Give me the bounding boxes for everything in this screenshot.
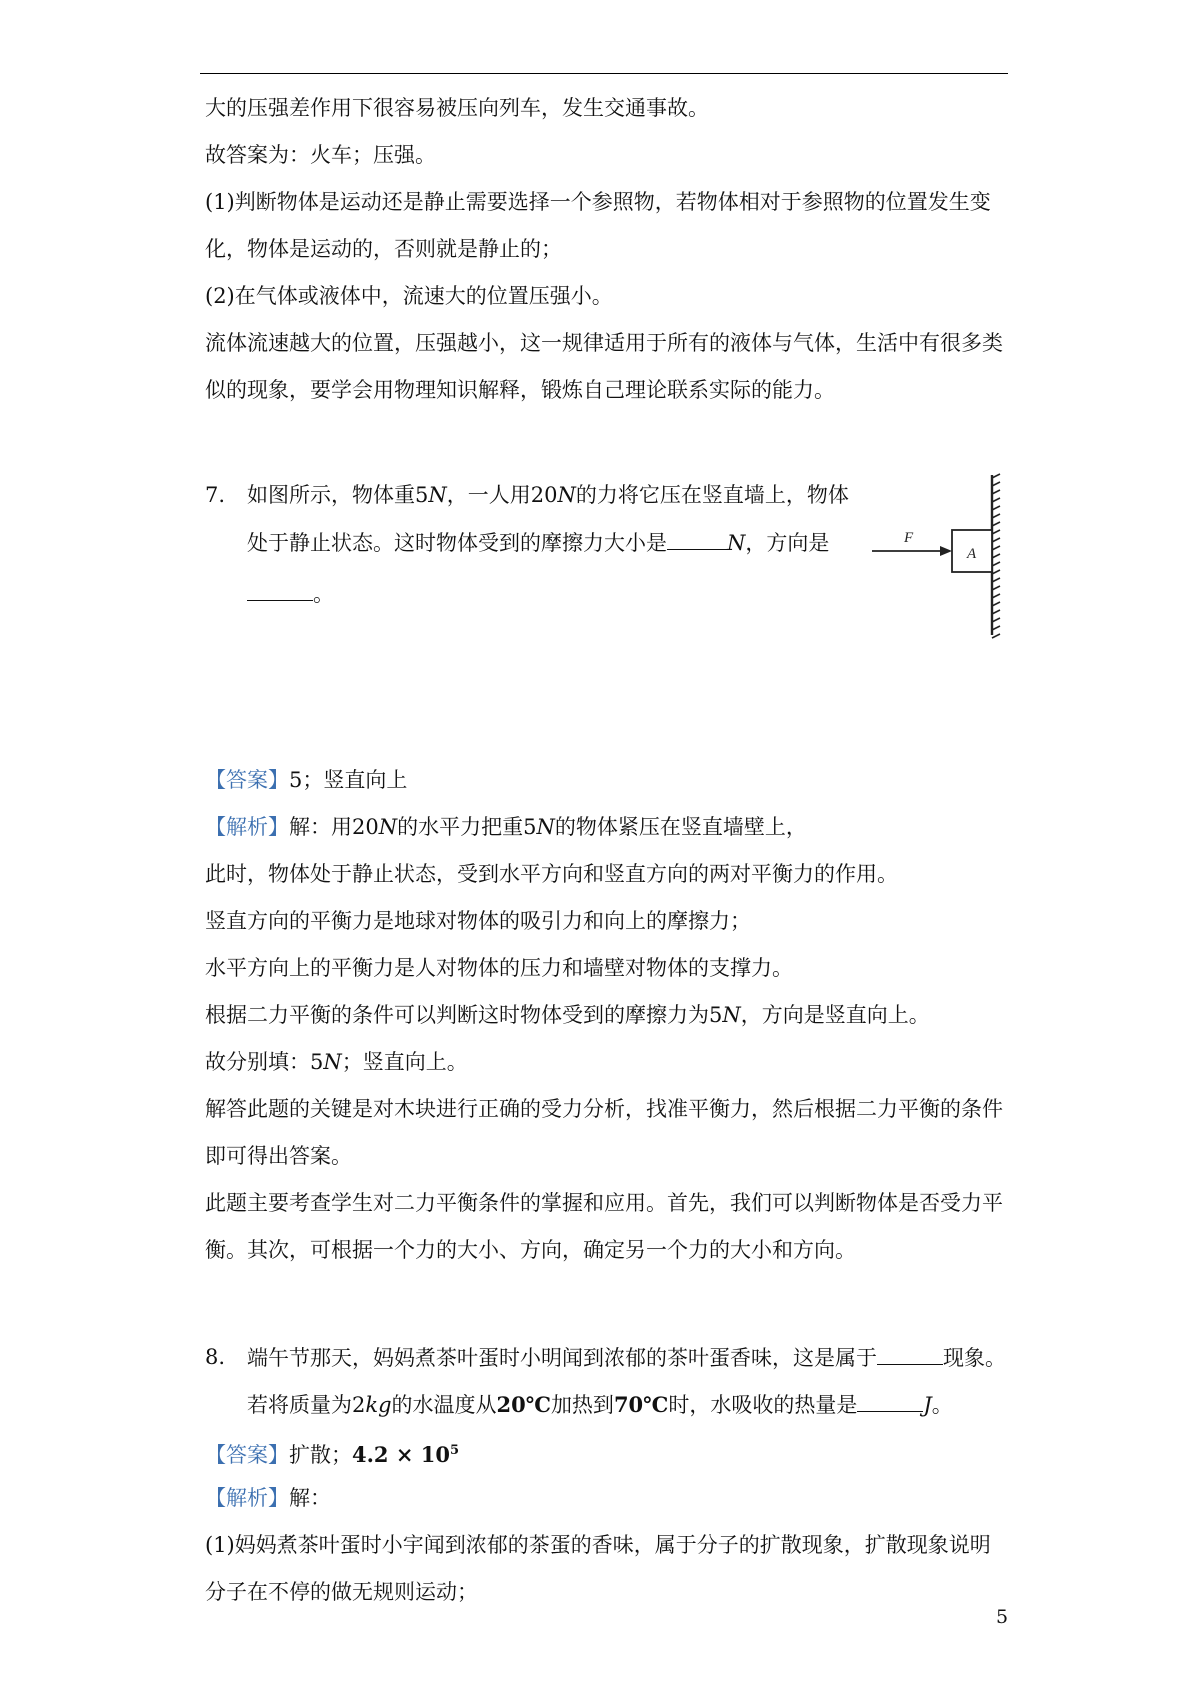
q7-analysis-line-5: 根据二力平衡的条件可以判断这时物体受到的摩擦力为5N，方向是竖直向上。 bbox=[205, 1003, 930, 1027]
answer-blank bbox=[247, 578, 313, 601]
prev-line-1: 大的压强差作用下很容易被压向列车，发生交通事故。 bbox=[205, 96, 709, 120]
analysis-tag: 【解析】 bbox=[205, 1486, 289, 1510]
answer-tag: 【答案】 bbox=[205, 768, 289, 792]
answer-blank bbox=[877, 1342, 943, 1365]
question-7-line-2: 处于静止状态。这时物体受到的摩擦力大小是 N，方向是 bbox=[247, 527, 829, 558]
q7-analysis-line-8: 即可得出答案。 bbox=[205, 1144, 352, 1168]
answer-tag: 【答案】 bbox=[205, 1443, 289, 1467]
answer-blank bbox=[667, 527, 727, 550]
prev-line-7: 似的现象，要学会用物理知识解释，锻炼自己理论联系实际的能力。 bbox=[205, 378, 835, 402]
question-8-line-2: 若将质量为2kg的水温度从20℃加热到70℃时，水吸收的热量是 J。 bbox=[247, 1389, 953, 1420]
wall bbox=[992, 474, 1000, 638]
header-rule bbox=[200, 73, 1008, 74]
q7-analysis-line-10: 衡。其次，可根据一个力的大小、方向，确定另一个力的大小和方向。 bbox=[205, 1238, 856, 1262]
prev-line-3: (1)判断物体是运动还是静止需要选择一个参照物，若物体相对于参照物的位置发生变 bbox=[205, 190, 991, 214]
q7-analysis-line-4: 水平方向上的平衡力是人对物体的压力和墙壁对物体的支撑力。 bbox=[205, 956, 793, 980]
block-label: A bbox=[967, 546, 977, 562]
analysis-tag: 【解析】 bbox=[205, 815, 289, 839]
q7-answer: 【答案】5；竖直向上 bbox=[205, 768, 408, 792]
q8-analysis-line-1: (1)妈妈煮茶叶蛋时小宇闻到浓郁的茶蛋的香味，属于分子的扩散现象，扩散现象说明 bbox=[205, 1533, 991, 1557]
page-number: 5 bbox=[996, 1606, 1009, 1628]
question-7-line-1: 如图所示，物体重5N，一人用20N的力将它压在竖直墙上，物体 bbox=[247, 483, 849, 507]
q8-analysis-line-2: 分子在不停的做无规则运动； bbox=[205, 1580, 478, 1604]
force-arrow bbox=[872, 546, 952, 556]
q7-analysis-line-1: 【解析】解：用20N的水平力把重5N的物体紧压在竖直墙壁上， bbox=[205, 815, 807, 839]
prev-line-5: (2)在气体或液体中，流速大的位置压强小。 bbox=[205, 284, 613, 308]
q7-analysis-line-2: 此时，物体处于静止状态，受到水平方向和竖直方向的两对平衡力的作用。 bbox=[205, 862, 898, 886]
q7-analysis-line-3: 竖直方向的平衡力是地球对物体的吸引力和向上的摩擦力； bbox=[205, 909, 751, 933]
q8-answer: 【答案】扩散；$4.2 \times 10^5$ bbox=[205, 1442, 460, 1467]
force-label: F bbox=[904, 530, 914, 546]
question-8-line-1: 端午节那天，妈妈煮茶叶蛋时小明闻到浓郁的茶叶蛋香味，这是属于 现象。 bbox=[247, 1342, 1006, 1373]
prev-line-4: 化，物体是运动的，否则就是静止的； bbox=[205, 237, 562, 261]
q7-analysis-line-7: 解答此题的关键是对木块进行正确的受力分析，找准平衡力，然后根据二力平衡的条件 bbox=[205, 1097, 1003, 1121]
prev-line-2: 故答案为：火车；压强。 bbox=[205, 143, 436, 167]
question-8-number: 8. bbox=[205, 1345, 226, 1369]
force-diagram bbox=[868, 470, 1008, 640]
q7-analysis-line-6: 故分别填：5N；竖直向上。 bbox=[205, 1050, 468, 1074]
q8-analysis-lead: 【解析】解： bbox=[205, 1486, 331, 1510]
answer-blank bbox=[857, 1389, 923, 1412]
question-7-line-3: 。 bbox=[247, 578, 334, 609]
question-7-number: 7. bbox=[205, 483, 226, 507]
prev-line-6: 流体流速越大的位置，压强越小，这一规律适用于所有的液体与气体，生活中有很多类 bbox=[205, 331, 1003, 355]
q7-analysis-line-9: 此题主要考查学生对二力平衡条件的掌握和应用。首先，我们可以判断物体是否受力平 bbox=[205, 1191, 1003, 1215]
